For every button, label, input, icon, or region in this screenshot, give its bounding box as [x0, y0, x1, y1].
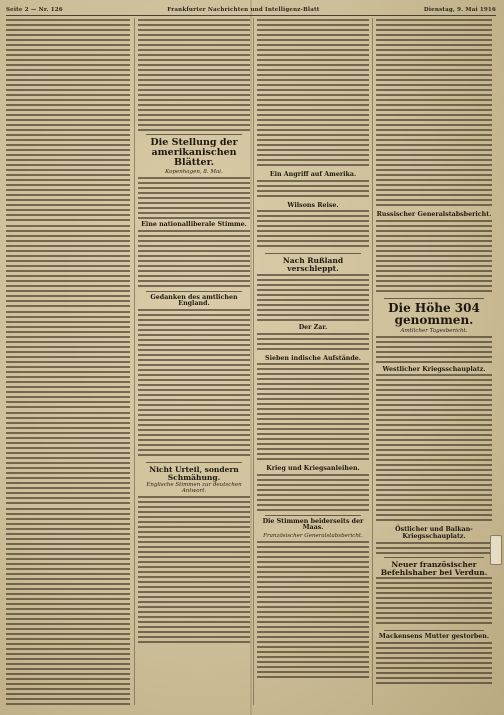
article-headline: Nicht Urteil, sondern Schmähung. — [149, 464, 239, 482]
column-4 — [376, 18, 492, 705]
column-3 — [257, 18, 369, 705]
text-block — [257, 274, 369, 322]
main-headline: Die Höhe 304 genommen. — [388, 300, 480, 328]
text-block — [376, 374, 492, 524]
text-block — [138, 309, 250, 459]
newspaper-title: Frankfurter Nachrichten und Intelligenz-Blatt — [167, 7, 320, 13]
text-block — [376, 19, 492, 209]
divider — [265, 253, 361, 254]
article-dateline: Kopenhagen, 8. Mai. — [165, 168, 223, 175]
issue-date: Dienstag, 9. Mai 1916 — [423, 7, 496, 13]
divider — [384, 557, 484, 558]
article-headline: Westlicher Kriegsschauplatz. — [382, 365, 486, 373]
fold-crease — [250, 0, 252, 715]
text-block — [138, 19, 250, 131]
article-headline: Neuer französischer Befehlshaber bei Verdun. — [380, 559, 488, 577]
text-block — [376, 542, 492, 554]
article-headline: Nach Rußland verschleppt. — [282, 256, 344, 274]
text-block — [376, 336, 492, 364]
column-rule — [253, 18, 254, 705]
article-headline: Mackensens Mutter gestorben. — [378, 633, 490, 641]
text-block — [257, 19, 369, 169]
article-headline: Die Stellung der amerikanischen Blätter. — [150, 137, 238, 168]
column-2 — [138, 18, 250, 705]
article-headline: Eine nationalliberale Stimme. — [141, 220, 247, 228]
article-headline: Sieben indische Aufstände. — [265, 354, 361, 362]
article-headline: Krieg und Kriegsanleihen. — [266, 465, 360, 473]
text-block — [257, 474, 369, 512]
article-headline: Ein Angriff auf Amerika. — [269, 171, 357, 178]
article-headline: Gedanken des amtlichen England. — [150, 293, 238, 308]
divider — [146, 291, 242, 292]
article-subheadline: Englische Stimmen zur deutschen Antwort. — [146, 482, 242, 495]
text-block — [257, 363, 369, 463]
divider — [384, 630, 484, 631]
divider — [265, 515, 361, 516]
divider — [146, 462, 242, 463]
article-headline: Östlicher und Balkan-Kriegsschauplatz. — [395, 526, 473, 541]
text-block — [257, 333, 369, 353]
text-block — [376, 642, 492, 687]
article-headline: Russischer Generalstabsbericht. — [376, 211, 492, 218]
article-subheadline: Französischer Generalstabsbericht. — [263, 533, 363, 540]
text-block — [6, 225, 130, 310]
column-rule — [372, 18, 373, 705]
text-block — [6, 19, 130, 224]
article-headline: Die Stimmen beiderseits der Maas. — [262, 517, 364, 532]
paper-tab — [490, 535, 502, 565]
text-block — [6, 412, 130, 507]
text-block — [376, 220, 492, 295]
article-headline: Der Zar. — [298, 323, 328, 331]
text-block — [257, 541, 369, 681]
text-block — [138, 230, 250, 288]
text-block — [6, 311, 130, 411]
text-block — [376, 577, 492, 627]
text-block — [257, 180, 369, 200]
column-1 — [6, 18, 130, 705]
page-number: Seite 2 — Nr. 126 — [6, 7, 63, 13]
text-block — [6, 508, 130, 705]
text-block — [138, 177, 250, 219]
divider — [384, 298, 484, 299]
column-rule — [134, 18, 135, 705]
text-block — [138, 496, 250, 646]
text-block — [257, 210, 369, 250]
article-subheadline: Amtlicher Tagesbericht. — [400, 327, 468, 334]
article-headline: Wilsons Reise. — [287, 201, 339, 209]
divider — [146, 134, 242, 135]
